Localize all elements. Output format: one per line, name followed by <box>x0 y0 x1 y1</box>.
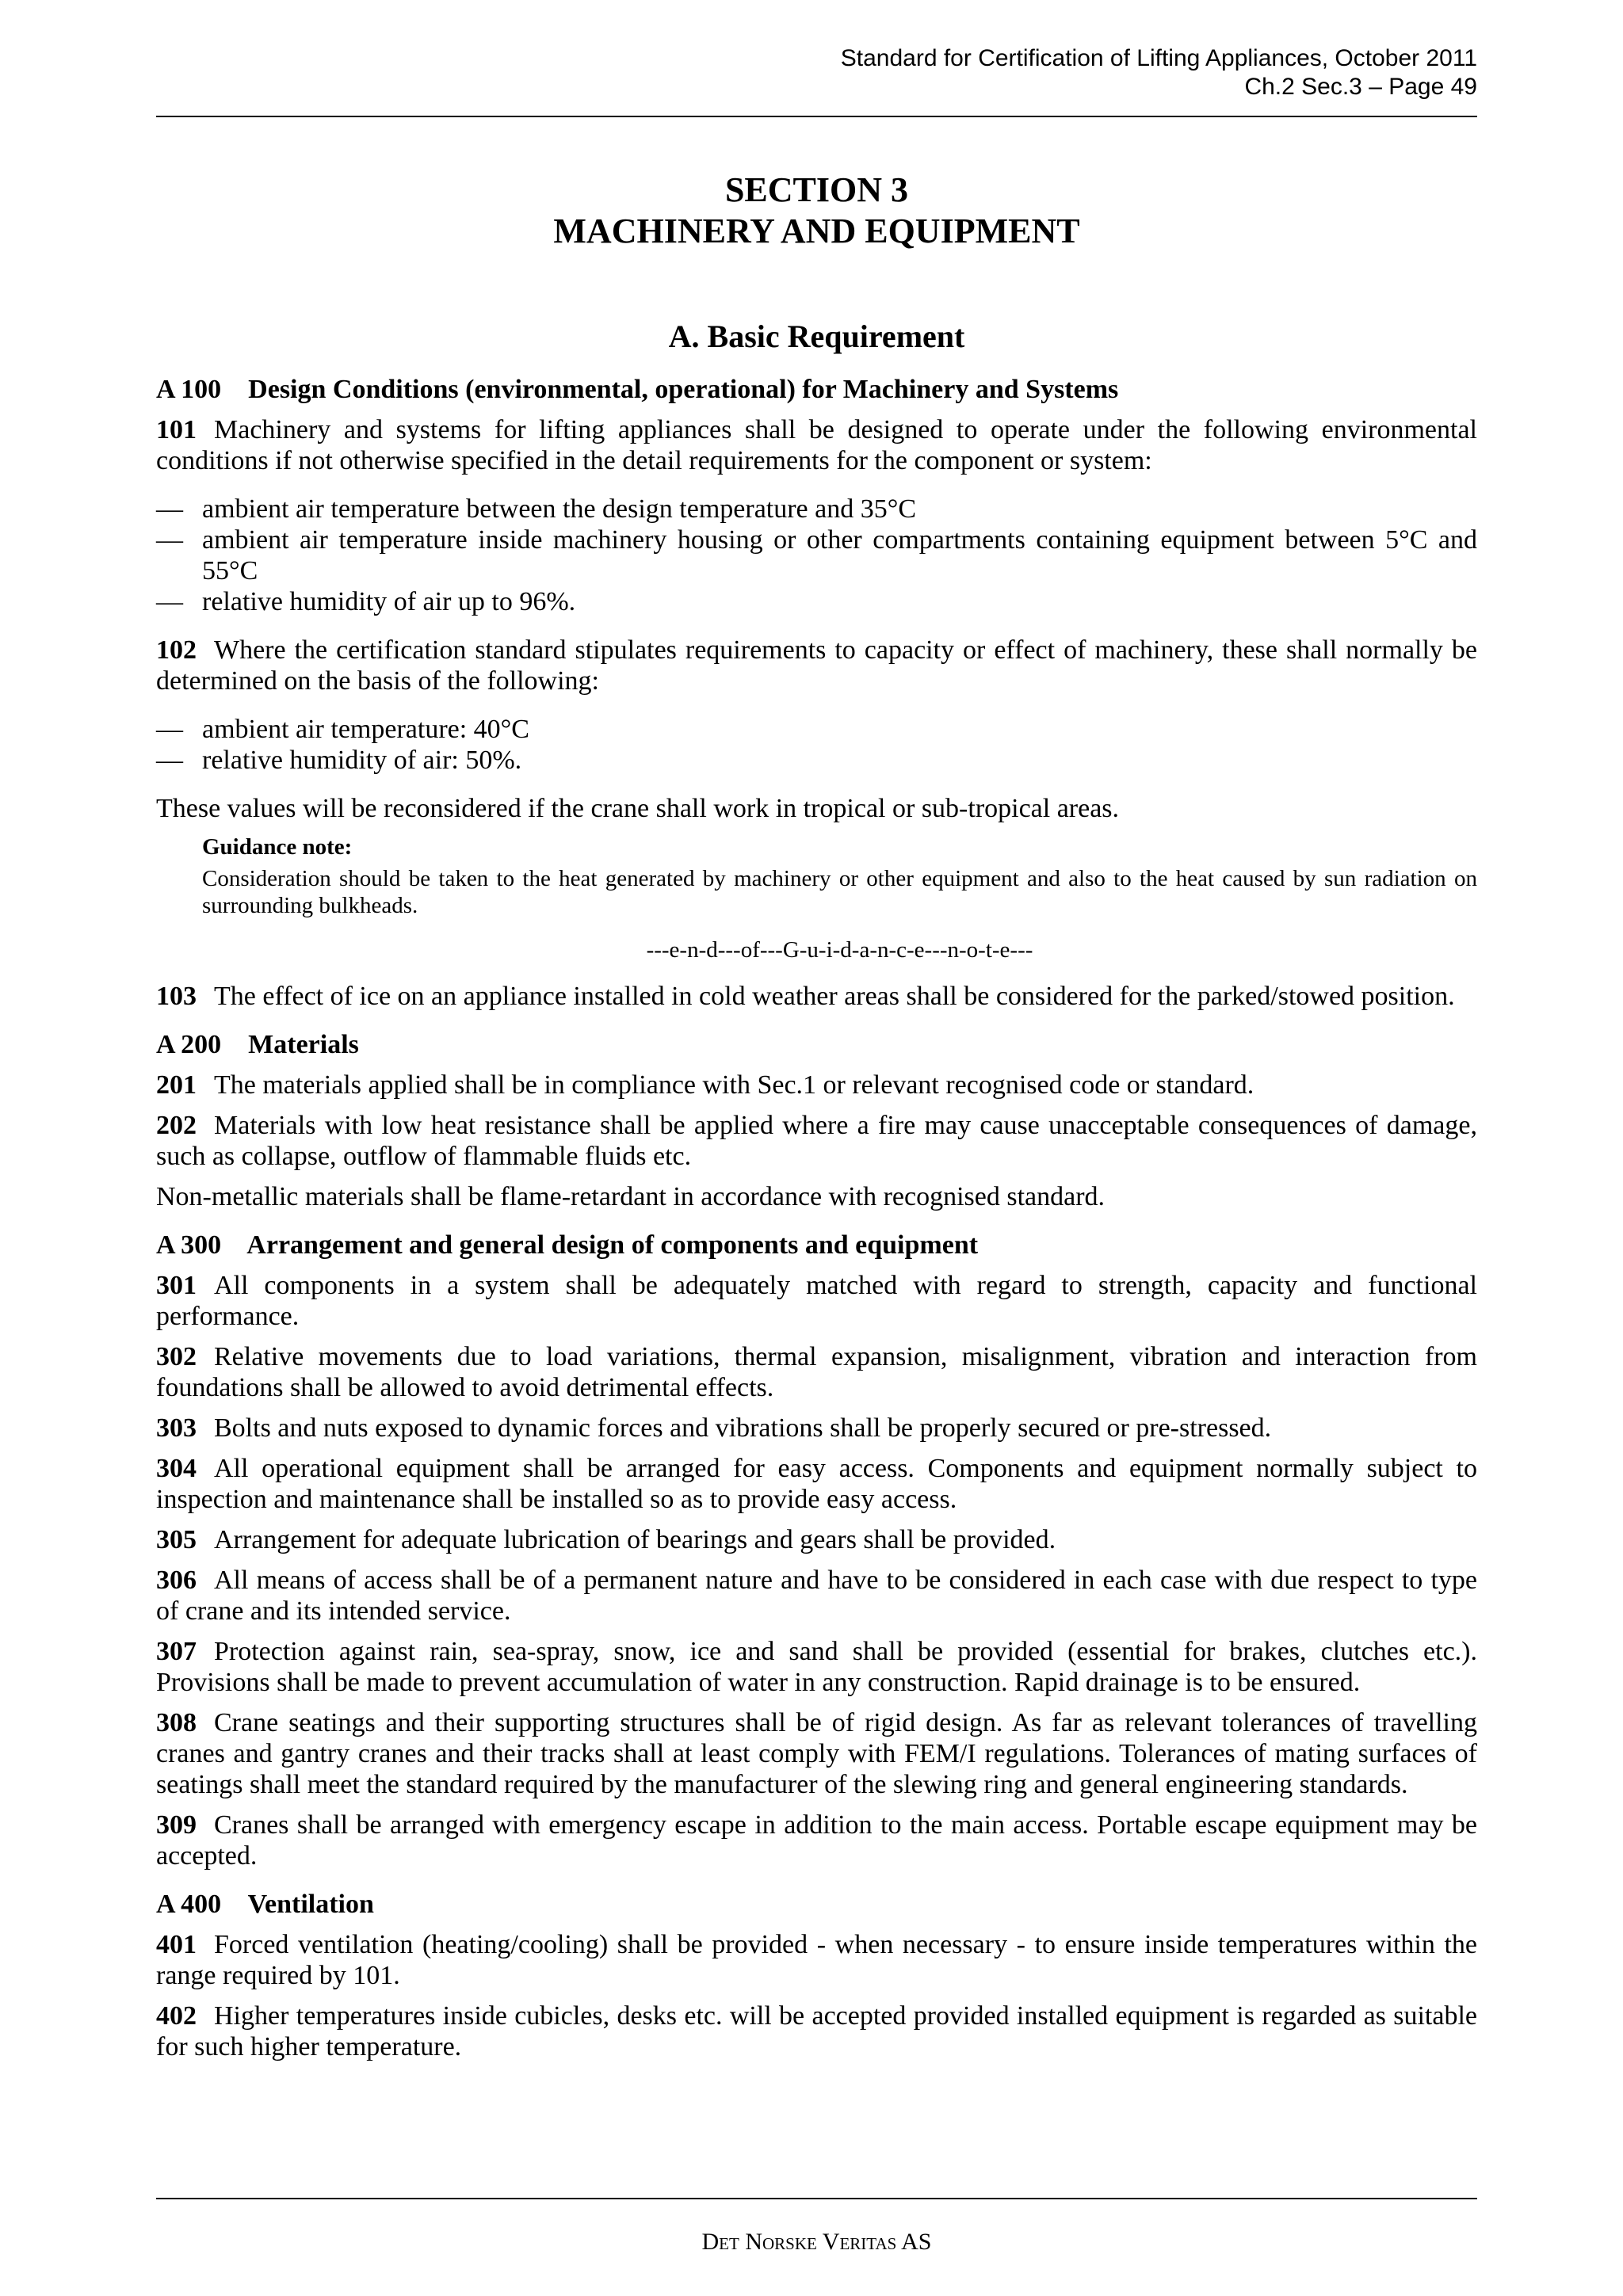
paragraph-number: 201 <box>156 1070 197 1100</box>
paragraph-201 <box>156 1070 1477 1100</box>
body-text <box>156 318 1477 2072</box>
paragraph-number: 307 <box>156 1637 197 1666</box>
paragraph-number: 401 <box>156 1930 197 1959</box>
paragraph-text: The effect of ice on an appliance installed in cold weather areas shall be considered for the parked/stowed position. <box>214 982 1455 1011</box>
paragraph-307 <box>156 1636 1477 1698</box>
paragraph-302 <box>156 1341 1477 1403</box>
paragraph-305 <box>156 1524 1477 1555</box>
guidance-end-marker: ---e-n-d---of---G-u-i-d-a-n-c-e---n-o-t-e--- <box>646 937 1033 963</box>
paragraph-text: All operational equipment shall be arranged for easy access. Components and equipment normally subject to inspection and maintenance shall be installed so as to provide easy access. <box>156 1454 1477 1514</box>
paragraph-101 <box>156 414 1477 476</box>
paragraph-308 <box>156 1707 1477 1800</box>
list-item: — relative humidity of air up to 96%. <box>156 587 576 616</box>
header-page-ref: Ch.2 Sec.3 – Page 49 <box>1244 74 1477 100</box>
paragraph-303 <box>156 1413 1477 1444</box>
paragraph-text: Cranes shall be arranged with emergency escape in addition to the main access. Portable escape equipment may be accepted. <box>156 1810 1477 1871</box>
paragraph-text: Where the certification standard stipulates requirements to capacity or effect of machinery, these shall normally be determined on the basis of the following: <box>156 635 1477 696</box>
list-item-text: relative humidity of air up to 96%. <box>202 587 576 616</box>
paragraph-text: All means of access shall be of a permanent nature and have to be considered in each case with due respect to type of crane and its intended service. <box>156 1566 1477 1626</box>
guidance-note <box>202 833 1477 963</box>
paragraph-text: Arrangement for adequate lubrication of bearings and gears shall be provided. <box>214 1525 1056 1554</box>
reconsidered-text: These values will be reconsidered if the crane shall work in tropical or sub-tropical areas. <box>156 794 1120 823</box>
paragraph-number: 302 <box>156 1342 197 1371</box>
list-item: — relative humidity of air: 50%. <box>156 746 522 775</box>
paragraph-309 <box>156 1810 1477 1871</box>
paragraph-text: Forced ventilation (heating/cooling) shall be provided - when necessary - to ensure inside temperatures within the range required by 101. <box>156 1930 1477 1990</box>
paragraph-text: Protection against rain, sea-spray, snow, ice and sand shall be provided (essential for brakes, clutches etc.). Provisions shall be made to prevent accumulation of water in any construction. Rapid drainage is to be ensured. <box>156 1637 1477 1697</box>
list-item: — ambient air temperature between the design temperature and 35°C <box>156 494 917 524</box>
list-item-text: ambient air temperature: 40°C <box>202 715 529 744</box>
heading-a200: A 200 Materials <box>156 1030 359 1059</box>
footer-rule <box>156 2198 1477 2199</box>
section-title <box>156 170 1477 252</box>
guidance-text: Consideration should be taken to the heat generated by machinery or other equipment and also to the heat caused by sun radiation on surrounding bulkheads. <box>202 866 1477 918</box>
guidance-label: Guidance note: <box>202 834 353 860</box>
bullet-list-101 <box>156 494 1477 617</box>
paragraph-306 <box>156 1565 1477 1627</box>
heading-a400: A 400 Ventilation <box>156 1890 374 1919</box>
paragraph-304 <box>156 1453 1477 1515</box>
paragraph-number: 102 <box>156 635 197 665</box>
bullet-list-102 <box>156 714 1477 776</box>
paragraph-number: 303 <box>156 1413 197 1443</box>
paragraph-text: All components in a system shall be adequately matched with regard to strength, capacity and functional performance. <box>156 1271 1477 1331</box>
heading-a100: A 100 Design Conditions (environmental, operational) for Machinery and Systems <box>156 375 1119 404</box>
paragraph-202 <box>156 1110 1477 1172</box>
paragraph-401 <box>156 1929 1477 1991</box>
heading-a300: A 300 Arrangement and general design of components and equipment <box>156 1230 979 1260</box>
paragraph-number: 202 <box>156 1111 197 1140</box>
paragraph-number: 308 <box>156 1708 197 1737</box>
paragraph-number: 305 <box>156 1525 197 1554</box>
paragraph-number: 103 <box>156 982 197 1011</box>
subsection-title: A. Basic Requirement <box>668 318 965 354</box>
list-item-text: ambient air temperature between the design temperature and 35°C <box>202 494 917 524</box>
paragraph-text: The materials applied shall be in compliance with Sec.1 or relevant recognised code or standard. <box>214 1070 1254 1100</box>
paragraph-102 <box>156 635 1477 696</box>
list-item: — ambient air temperature inside machinery housing or other compartments containing equipment between 5°C and 55°C <box>156 525 1477 585</box>
paragraph-number: 306 <box>156 1566 197 1595</box>
paragraph-103 <box>156 981 1477 1012</box>
paragraph-number: 309 <box>156 1810 197 1840</box>
nonmetallic-text: Non-metallic materials shall be flame-retardant in accordance with recognised standard. <box>156 1182 1106 1211</box>
paragraph-text: Machinery and systems for lifting appliances shall be designed to operate under the following environmental conditions if not otherwise specified in the detail requirements for the component or system: <box>156 415 1477 475</box>
footer-publisher: Det Norske Veritas AS <box>701 2229 932 2255</box>
paragraph-number: 402 <box>156 2001 197 2031</box>
paragraph-text: Materials with low heat resistance shall be applied where a fire may cause unacceptable consequences of damage, such as collapse, outflow of flammable fluids etc. <box>156 1111 1477 1171</box>
header-rule <box>156 116 1477 117</box>
list-item: — ambient air temperature: 40°C <box>156 715 529 744</box>
section-number: SECTION 3 <box>724 170 909 209</box>
running-header <box>156 44 1477 101</box>
list-item-text: relative humidity of air: 50%. <box>202 746 522 775</box>
paragraph-402 <box>156 2000 1477 2062</box>
paragraph-text: Bolts and nuts exposed to dynamic forces and vibrations shall be properly secured or pre-stressed. <box>214 1413 1272 1443</box>
list-item-text: ambient air temperature inside machinery housing or other compartments containing equipment between 5°C and 55°C <box>202 525 1477 585</box>
paragraph-number: 301 <box>156 1271 197 1300</box>
paragraph-text: Higher temperatures inside cubicles, desks etc. will be accepted provided installed equipment is regarded as suitable for such higher temperature. <box>156 2001 1477 2061</box>
paragraph-number: 101 <box>156 415 197 444</box>
paragraph-301 <box>156 1270 1477 1332</box>
header-title: Standard for Certification of Lifting Appliances, October 2011 <box>840 45 1477 71</box>
paragraph-number: 304 <box>156 1454 197 1483</box>
paragraph-text: Relative movements due to load variations, thermal expansion, misalignment, vibration and interaction from foundations shall be allowed to avoid detrimental effects. <box>156 1342 1477 1402</box>
section-name: MACHINERY AND EQUIPMENT <box>553 212 1080 250</box>
paragraph-text: Crane seatings and their supporting structures shall be of rigid design. As far as relevant tolerances of travelling cranes and gantry cranes and their tracks shall at least comply with FEM/I regulations. Tolerances of mating surfaces of seatings shall meet the standard required by the manufacturer of the slewing ring and general engineering standards. <box>156 1708 1477 1799</box>
